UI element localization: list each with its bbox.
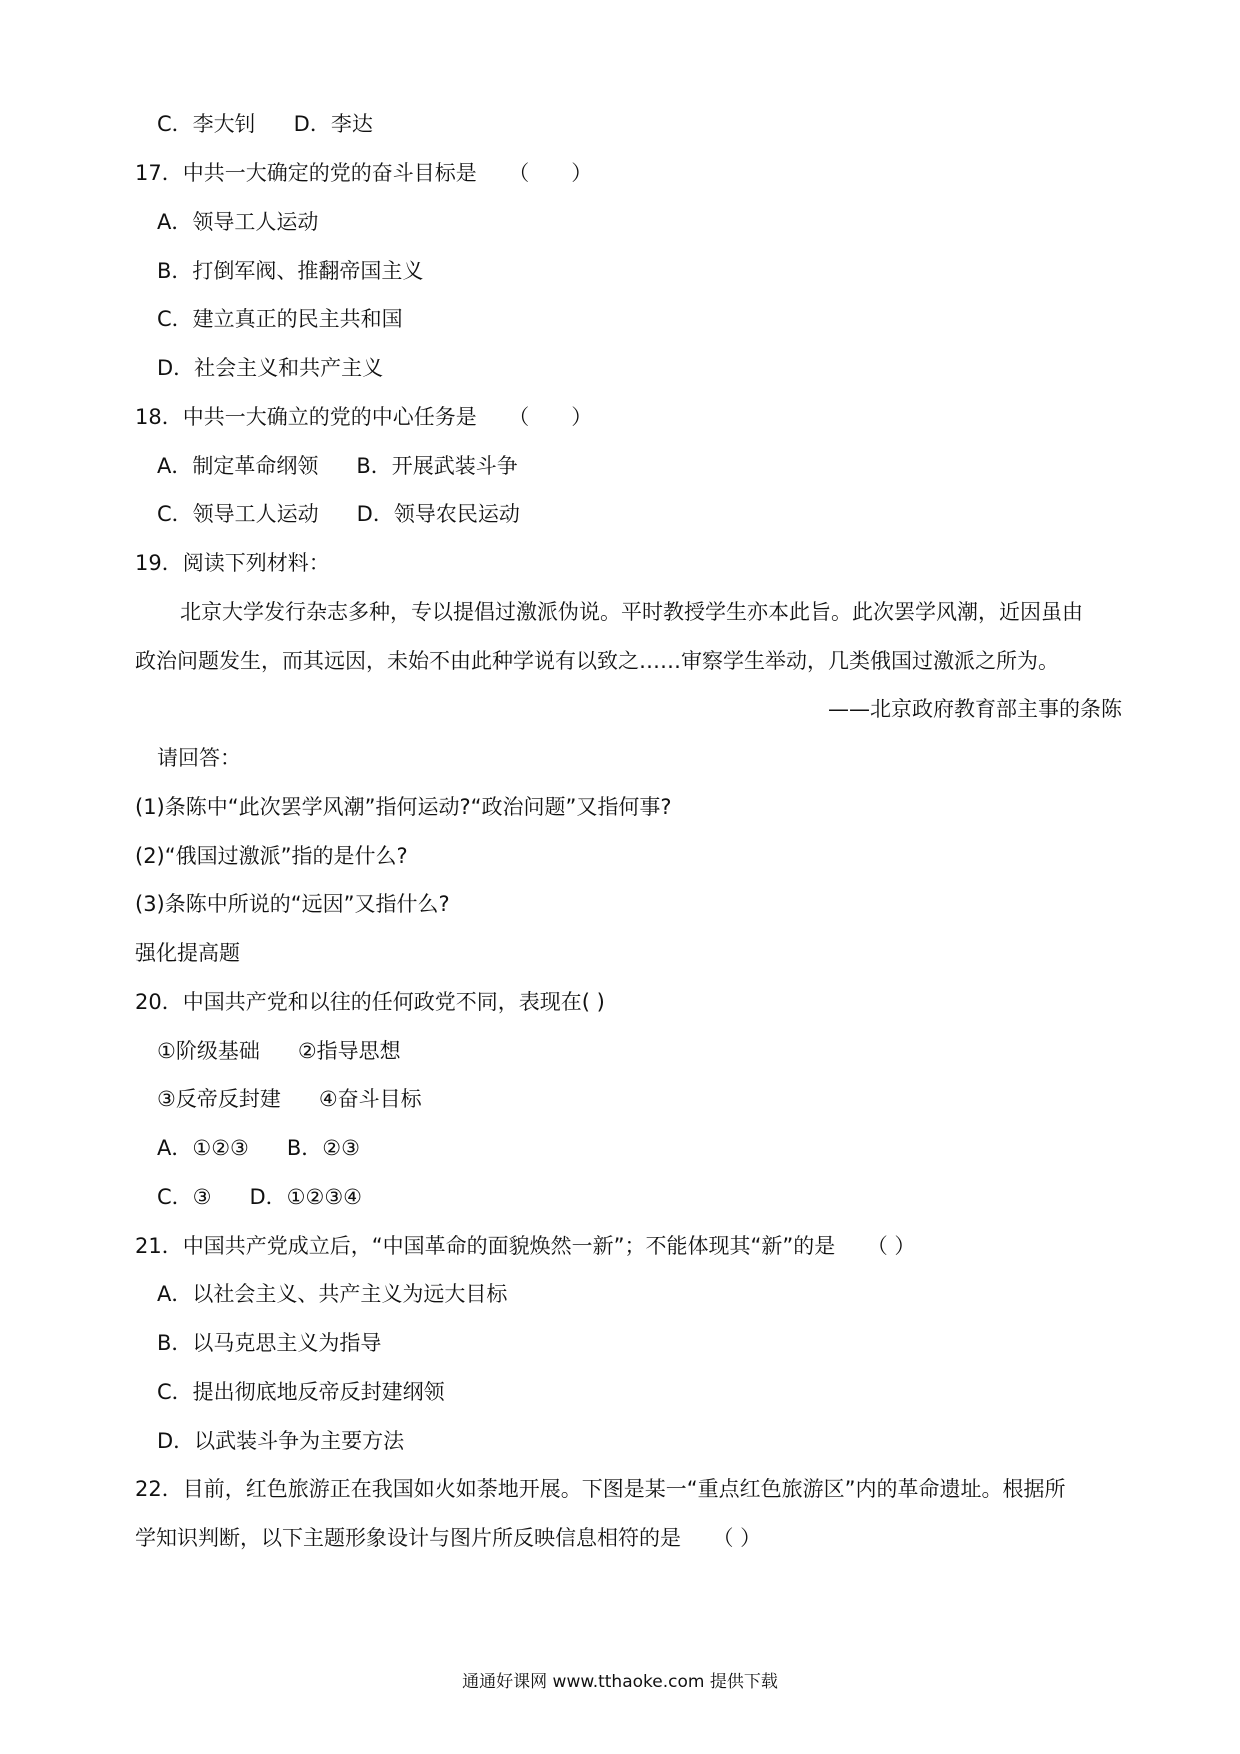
- q18-options-cd: [157, 500, 520, 528]
- q20-option-c: C．③: [157, 1185, 212, 1209]
- q19-material-line-1: 北京大学发行杂志多种，专以提倡过激派伪说。平时教授学生亦本此旨。此次罢学风潮，近因虽由: [180, 600, 1083, 624]
- q21-option-b: B．以马克思主义为指导: [157, 1331, 382, 1355]
- q19-material-line-2: 政治问题发生，而其远因，未始不由此种学说有以致之……审察学生举动，几类俄国过激派之所为。: [135, 649, 1059, 673]
- q19-material-source: ——北京政府教育部主事的条陈: [828, 697, 1122, 721]
- q20-items-row-2: [157, 1085, 422, 1113]
- page-footer: 通通好课网 www.tthaoke.com 提供下载: [462, 1672, 778, 1692]
- q20-options-cd: [157, 1183, 362, 1211]
- q17-option-c: C．建立真正的民主共和国: [157, 307, 403, 331]
- q17-option-d: D．社会主义和共产主义: [157, 356, 384, 380]
- q22-stem-line-2: 学知识判断，以下主题形象设计与图片所反映信息相符的是 （ ）: [135, 1526, 762, 1550]
- q19-prompt: 请回答：: [157, 746, 241, 770]
- q16-option-c: C．李大钊: [157, 112, 256, 136]
- q20-stem: 20．中国共产党和以往的任何政党不同，表现在( ): [135, 990, 605, 1014]
- q17-option-a: A．领导工人运动: [157, 210, 319, 234]
- q18-option-c: C．领导工人运动: [157, 502, 319, 526]
- q21-option-d: D．以武装斗争为主要方法: [157, 1429, 405, 1453]
- q20-option-d: D．①②③④: [249, 1185, 362, 1209]
- q18-option-b: B．开展武装斗争: [356, 454, 518, 478]
- section-heading: 强化提高题: [135, 941, 240, 965]
- q20-items-row-1: [157, 1037, 401, 1065]
- q20-item-1: ①阶级基础: [157, 1039, 260, 1063]
- q20-item-2: ②指导思想: [297, 1039, 401, 1063]
- q16-option-d: D．李达: [293, 112, 373, 136]
- q22-stem-line-1: 22．目前，红色旅游正在我国如火如荼地开展。下图是某一“重点红色旅游区”内的革命遗址。根据所: [135, 1477, 1066, 1501]
- q21-stem: 21．中国共产党成立后，“中国革命的面貌焕然一新”；不能体现其“新”的是 （ ）: [135, 1234, 916, 1258]
- q17-stem: 17．中共一大确定的党的奋斗目标是 （ ）: [135, 161, 593, 185]
- q18-options-ab: [157, 452, 518, 480]
- q20-option-b: B．②③: [286, 1136, 360, 1160]
- q16-options-cd: [157, 110, 373, 138]
- q18-option-d: D．领导农民运动: [356, 502, 520, 526]
- q20-item-3: ③反帝反封建: [157, 1087, 281, 1111]
- q21-option-c: C．提出彻底地反帝反封建纲领: [157, 1380, 445, 1404]
- q21-option-a: A．以社会主义、共产主义为远大目标: [157, 1282, 508, 1306]
- q18-stem: 18．中共一大确立的党的中心任务是 （ ）: [135, 405, 593, 429]
- q19-stem: 19．阅读下列材料：: [135, 551, 330, 575]
- q18-option-a: A．制定革命纲领: [157, 454, 319, 478]
- q19-sub-question-1: (1)条陈中“此次罢学风潮”指何运动?“政治问题”又指何事?: [135, 795, 672, 819]
- q19-sub-question-3: (3)条陈中所说的“远因”又指什么?: [135, 892, 450, 916]
- q17-option-b: B．打倒军阀、推翻帝国主义: [157, 259, 424, 283]
- q20-options-ab: [157, 1134, 360, 1162]
- q20-option-a: A．①②③: [157, 1136, 249, 1160]
- q19-sub-question-2: (2)“俄国过激派”指的是什么?: [135, 844, 408, 868]
- q20-item-4: ④奋斗目标: [318, 1087, 422, 1111]
